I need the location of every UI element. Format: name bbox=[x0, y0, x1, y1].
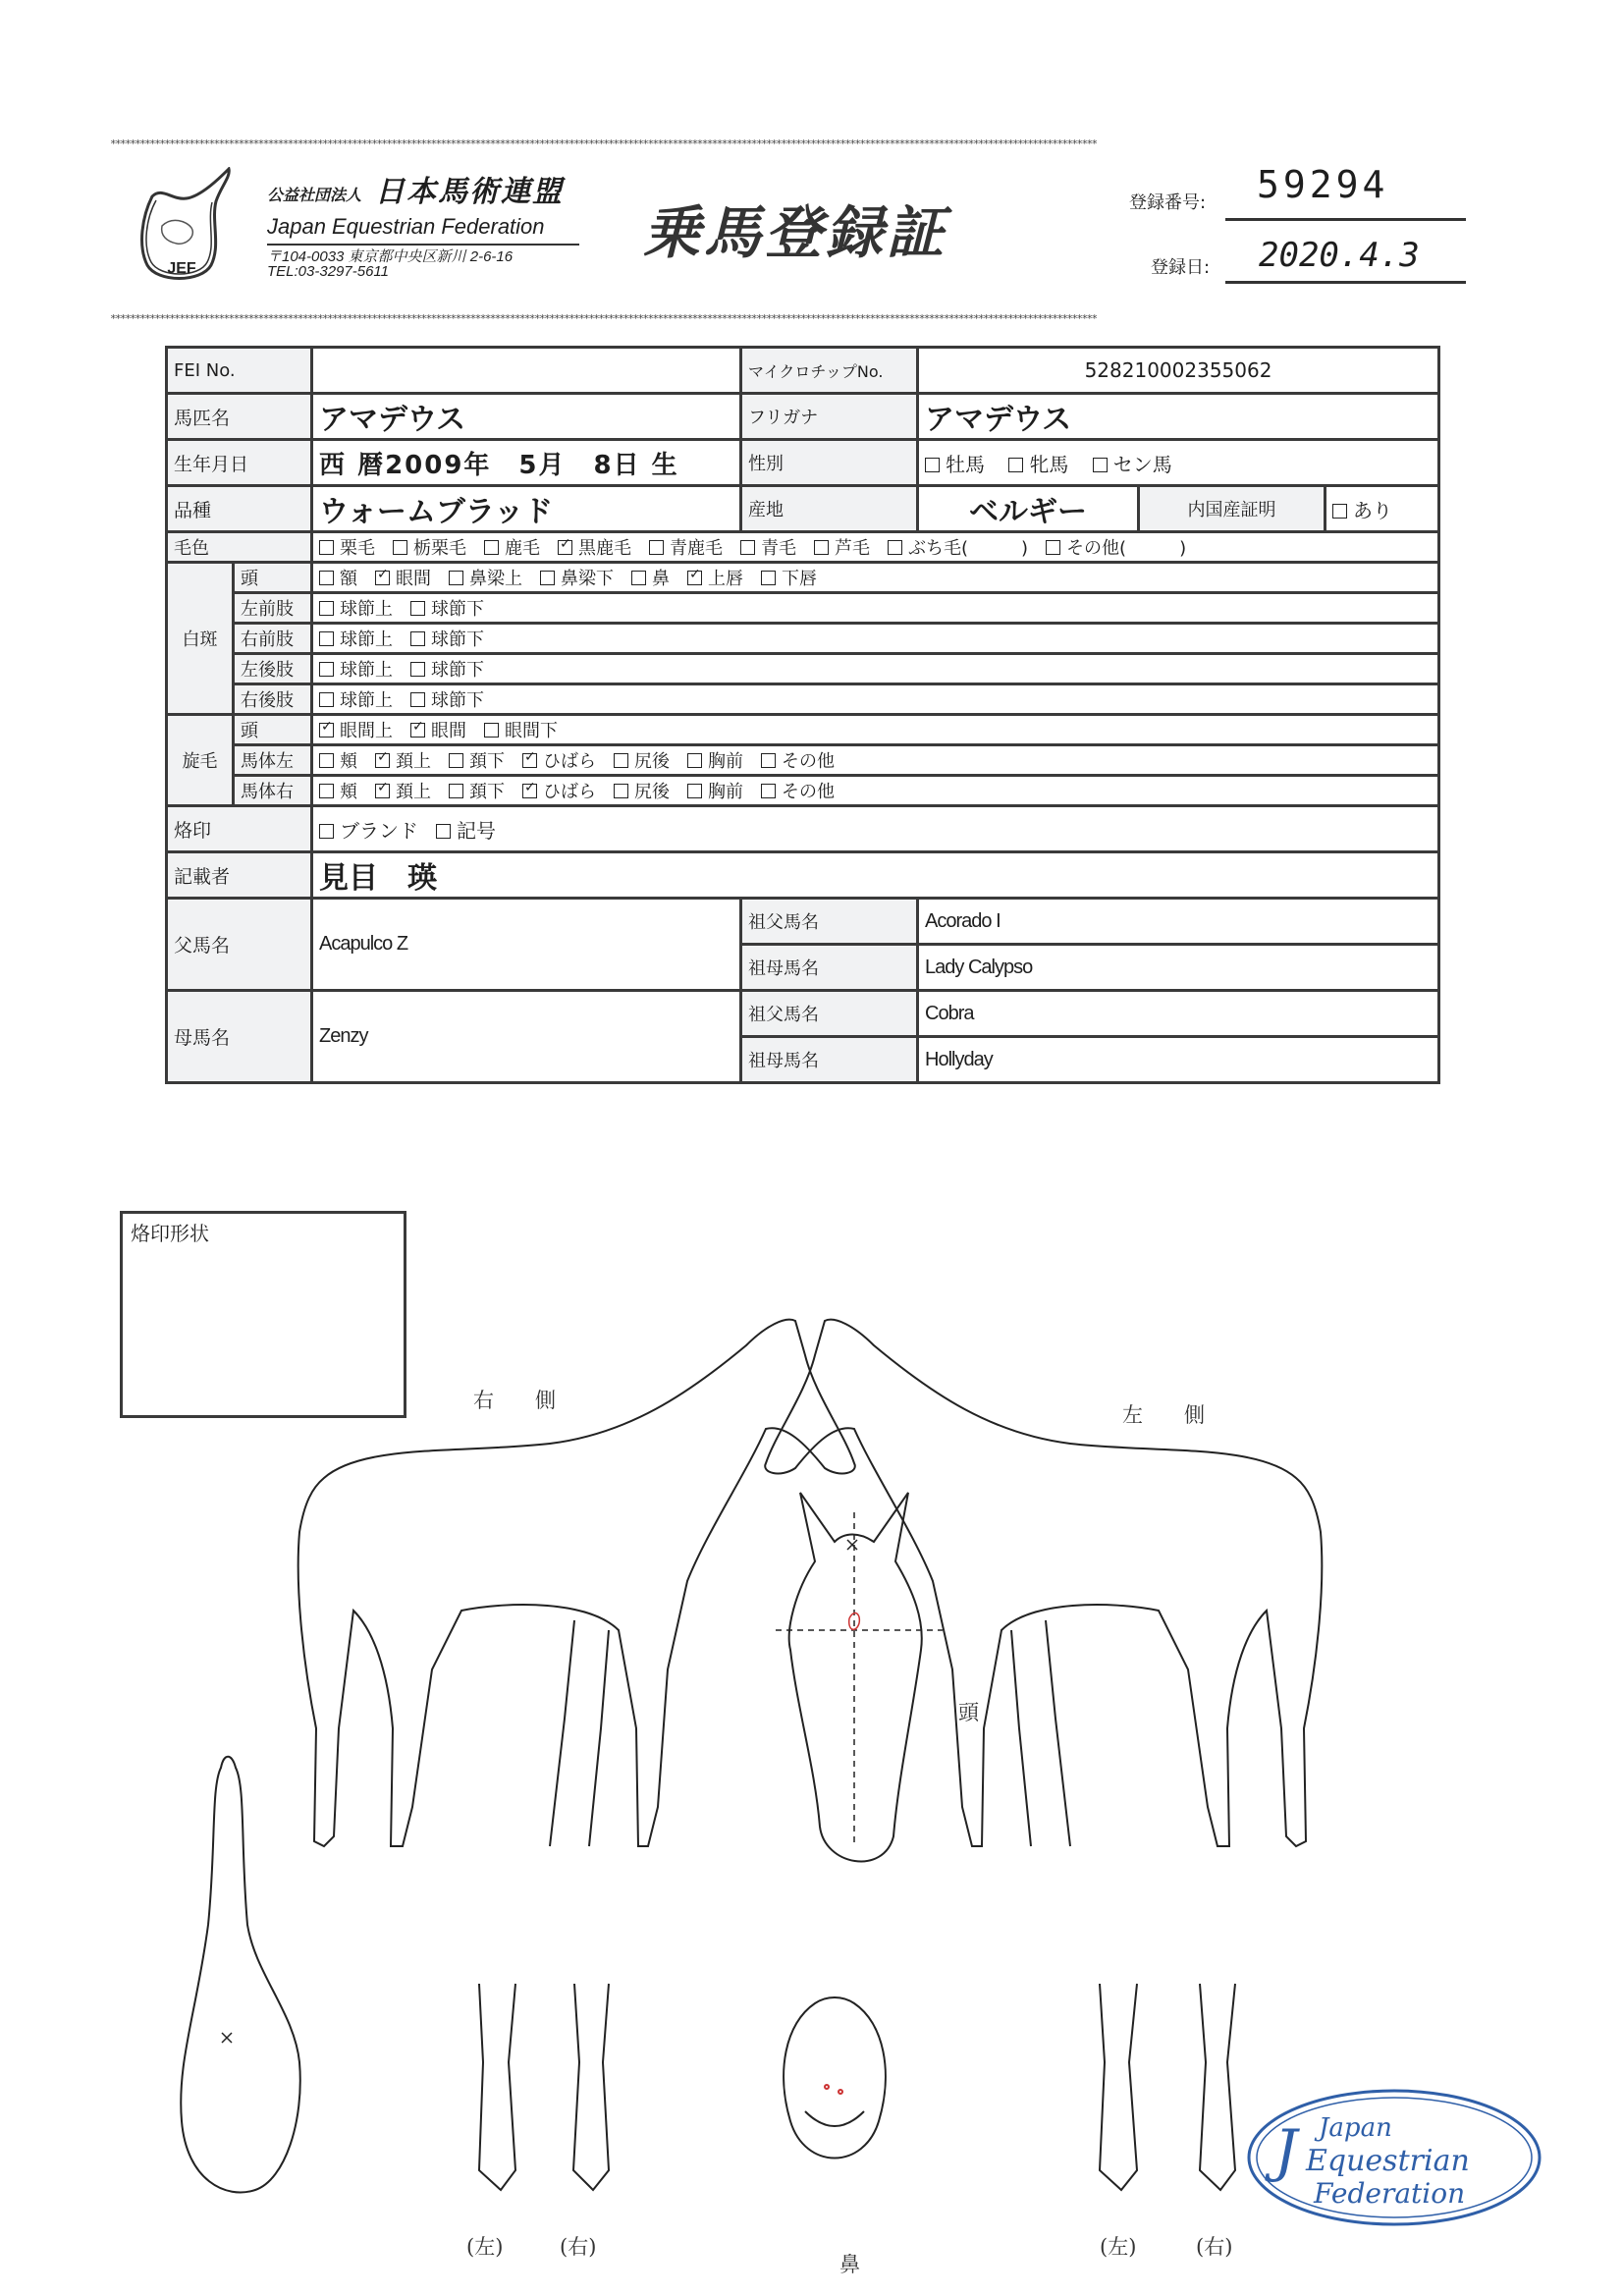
address-line: 〒104-0033 東京都中央区新川 2-6-16 bbox=[267, 248, 514, 265]
breed-label: 品種 bbox=[167, 486, 312, 532]
whorls-body-right-options-option[interactable]: ✓ 頚上 bbox=[375, 778, 431, 803]
hind-left-leg-label: (左) bbox=[1100, 2235, 1137, 2259]
front-legs-outline bbox=[479, 1984, 609, 2190]
whorls-head-options-option[interactable]: 眼間下 bbox=[484, 717, 558, 742]
hind-legs-outline bbox=[1100, 1984, 1235, 2190]
whorls-body-right-options-option[interactable]: 尻後 bbox=[614, 778, 670, 803]
jef-official-stamp-icon bbox=[1245, 2087, 1544, 2229]
dam-granddam-value: Hollyday bbox=[918, 1037, 1439, 1083]
microchip-value: 528210002355062 bbox=[918, 348, 1439, 394]
white-markings-part: 左前肢 bbox=[234, 593, 312, 624]
brand-label: 烙印 bbox=[167, 806, 312, 852]
whorls-label: 旋毛 bbox=[167, 715, 234, 806]
white-markings-left-fore-options-option[interactable]: 球節上 bbox=[319, 595, 393, 621]
recorder-value: 見目 瑛 bbox=[312, 852, 1439, 899]
right-side-label: 右 側 bbox=[473, 1389, 556, 1412]
whorls-body-left-options-option[interactable]: ✓ 頚上 bbox=[375, 747, 431, 773]
right-side-horse-outline bbox=[298, 1320, 855, 1846]
breed-value: ウォームブラッド bbox=[312, 486, 741, 532]
white-markings-head-options-option[interactable]: 下唇 bbox=[761, 565, 817, 590]
svg-text:Equestrian: Equestrian bbox=[1306, 2144, 1470, 2178]
org-name-english: Japan Equestrian Federation bbox=[267, 214, 545, 239]
recorder-label: 記載者 bbox=[167, 852, 312, 899]
coat-color-option[interactable]: 栃栗毛 bbox=[393, 534, 466, 560]
whorls-body-left-options-option[interactable]: 胸前 bbox=[687, 747, 743, 773]
dam-grandsire-label: 祖父馬名 bbox=[741, 991, 918, 1037]
whorls-body-right-options-option[interactable]: 頬 bbox=[319, 778, 357, 803]
furigana-value: アマデウス bbox=[918, 394, 1439, 440]
white-markings-head-options-option[interactable]: ✓ 眼間 bbox=[375, 565, 431, 590]
hind-right-leg-label: (右) bbox=[1196, 2235, 1233, 2259]
sex-option-stallion[interactable]: 牡馬 bbox=[925, 449, 985, 477]
whorls-body-right-options-option[interactable]: 頚下 bbox=[449, 778, 505, 803]
registration-date-label: 登録日: bbox=[1151, 257, 1211, 278]
sire-granddam-value: Lady Calypso bbox=[918, 945, 1439, 991]
brand-options-option[interactable]: 記号 bbox=[436, 815, 496, 844]
white-markings-head-options-option[interactable]: 鼻梁下 bbox=[540, 565, 614, 590]
muzzle-outline bbox=[784, 1997, 886, 2159]
fei-no-label: FEI No. bbox=[167, 348, 312, 394]
org-prefix: 公益社団法人 bbox=[267, 186, 362, 204]
brand-shape-label: 烙印形状 bbox=[131, 1222, 209, 1245]
coat-color-option[interactable]: 栗毛 bbox=[319, 534, 375, 560]
whorls-part: 馬体右 bbox=[234, 776, 312, 806]
coat-color-option[interactable]: 青鹿毛 bbox=[649, 534, 723, 560]
registration-number: 59294 bbox=[1257, 163, 1389, 206]
whorls-head-options-option[interactable]: ✓ 眼間 bbox=[410, 717, 466, 742]
coat-color-option[interactable]: 青毛 bbox=[740, 534, 796, 560]
dam-grandsire-value: Cobra bbox=[918, 991, 1439, 1037]
sex-label: 性別 bbox=[741, 440, 918, 486]
microchip-label: マイクロチップNo. bbox=[741, 348, 918, 394]
white-markings-left-hind-options-option[interactable]: 球節上 bbox=[319, 656, 393, 682]
domestic-cert-label: 内国産証明 bbox=[1139, 486, 1325, 532]
whorls-body-right-options-option[interactable]: 胸前 bbox=[687, 778, 743, 803]
whorls-head-options-option[interactable]: ✓ 眼間上 bbox=[319, 717, 393, 742]
whorls-body-right-options-option[interactable]: その他 bbox=[761, 778, 835, 803]
coat-color-option[interactable]: ぶち毛( ) bbox=[888, 534, 1028, 560]
coat-color-option[interactable]: ✓ 黒鹿毛 bbox=[558, 534, 631, 560]
white-markings-part: 左後肢 bbox=[234, 654, 312, 684]
tel-line: TEL:03-3297-5611 bbox=[267, 263, 389, 280]
coat-color-label: 毛色 bbox=[167, 532, 312, 563]
white-markings-label: 白斑 bbox=[167, 563, 234, 715]
muzzle-label: 鼻 bbox=[839, 2253, 860, 2276]
whorls-body-left-options-option[interactable]: 頚下 bbox=[449, 747, 505, 773]
white-markings-left-fore-options-option[interactable]: 球節下 bbox=[410, 595, 484, 621]
svg-text:JEF: JEF bbox=[167, 260, 196, 277]
whorls-body-left-options-option[interactable]: 尻後 bbox=[614, 747, 670, 773]
birthdate-label: 生年月日 bbox=[167, 440, 312, 486]
white-markings-left-hind-options-option[interactable]: 球節下 bbox=[410, 656, 484, 682]
white-markings-part: 右前肢 bbox=[234, 624, 312, 654]
horse-name-value: アマデウス bbox=[312, 394, 741, 440]
white-markings-head-options-option[interactable]: ✓ 上唇 bbox=[687, 565, 743, 590]
domestic-cert-option[interactable]: あり bbox=[1325, 486, 1439, 532]
white-markings-right-fore-options-option[interactable]: 球節下 bbox=[410, 626, 484, 651]
white-markings-part: 頭 bbox=[234, 563, 312, 593]
top-view-outline bbox=[181, 1757, 300, 2193]
birthdate-value: 西 暦2009年 5月 8日 生 bbox=[312, 440, 741, 486]
white-markings-head-options-option[interactable]: 鼻梁上 bbox=[449, 565, 522, 590]
white-markings-right-hind-options-option[interactable]: 球節上 bbox=[319, 686, 393, 712]
registration-number-label: 登録番号: bbox=[1129, 192, 1207, 213]
origin-label: 産地 bbox=[741, 486, 918, 532]
sire-grandsire-label: 祖父馬名 bbox=[741, 899, 918, 945]
sire-grandsire-value: Acorado I bbox=[918, 899, 1439, 945]
sire-label: 父馬名 bbox=[167, 899, 312, 991]
whorls-body-left-options-option[interactable]: ✓ ひばら bbox=[522, 747, 596, 773]
fore-right-leg-label: (右) bbox=[560, 2235, 597, 2259]
whorls-part: 頭 bbox=[234, 715, 312, 745]
white-markings-part: 右後肢 bbox=[234, 684, 312, 715]
white-markings-right-fore-options-option[interactable]: 球節上 bbox=[319, 626, 393, 651]
left-side-horse-outline bbox=[765, 1320, 1322, 1846]
svg-text:Federation: Federation bbox=[1314, 2177, 1466, 2210]
dam-label: 母馬名 bbox=[167, 991, 312, 1083]
fore-left-leg-label: (左) bbox=[466, 2235, 504, 2259]
white-markings-right-hind-options-option[interactable]: 球節下 bbox=[410, 686, 484, 712]
furigana-label: フリガナ bbox=[741, 394, 918, 440]
bottom-asterisk-divider: ******************************************************************************************************************************************************************************************************** bbox=[110, 312, 1097, 325]
coat-color-option[interactable]: その他( ) bbox=[1046, 534, 1186, 560]
registration-date: 2020.4.3 bbox=[1259, 236, 1420, 275]
head-label: 頭 bbox=[958, 1701, 979, 1724]
sire-value: Acapulco Z bbox=[312, 899, 741, 991]
org-name: 日本馬術連盟 bbox=[375, 175, 564, 209]
coat-color-option[interactable]: 芦毛 bbox=[814, 534, 870, 560]
whorls-body-right-options-option[interactable]: ✓ ひばら bbox=[522, 778, 596, 803]
whorls-body-left-options-option[interactable]: その他 bbox=[761, 747, 835, 773]
top-asterisk-divider: ******************************************************************************************************************************************************************************************************** bbox=[110, 137, 1097, 150]
svg-text:J: J bbox=[1274, 2117, 1298, 2184]
svg-text:Japan: Japan bbox=[1319, 2113, 1392, 2143]
document-title: 乗馬登録証 bbox=[643, 199, 948, 266]
left-side-label: 左 側 bbox=[1122, 1403, 1205, 1427]
sire-granddam-label: 祖母馬名 bbox=[741, 945, 918, 991]
sex-option-mare[interactable]: 牝馬 bbox=[1008, 449, 1068, 477]
sex-option-gelding[interactable]: セン馬 bbox=[1093, 449, 1172, 477]
brand-options-option[interactable]: ブランド bbox=[319, 815, 418, 844]
white-markings-head-options-option[interactable]: 鼻 bbox=[631, 565, 670, 590]
whorls-part: 馬体左 bbox=[234, 745, 312, 776]
dam-granddam-label: 祖母馬名 bbox=[741, 1037, 918, 1083]
dam-value: Zenzy bbox=[312, 991, 741, 1083]
whorls-body-left-options-option[interactable]: 頬 bbox=[319, 747, 357, 773]
origin-value: ベルギー bbox=[918, 486, 1139, 532]
coat-color-option[interactable]: 鹿毛 bbox=[484, 534, 540, 560]
horse-name-label: 馬匹名 bbox=[167, 394, 312, 440]
white-markings-head-options-option[interactable]: 額 bbox=[319, 565, 357, 590]
